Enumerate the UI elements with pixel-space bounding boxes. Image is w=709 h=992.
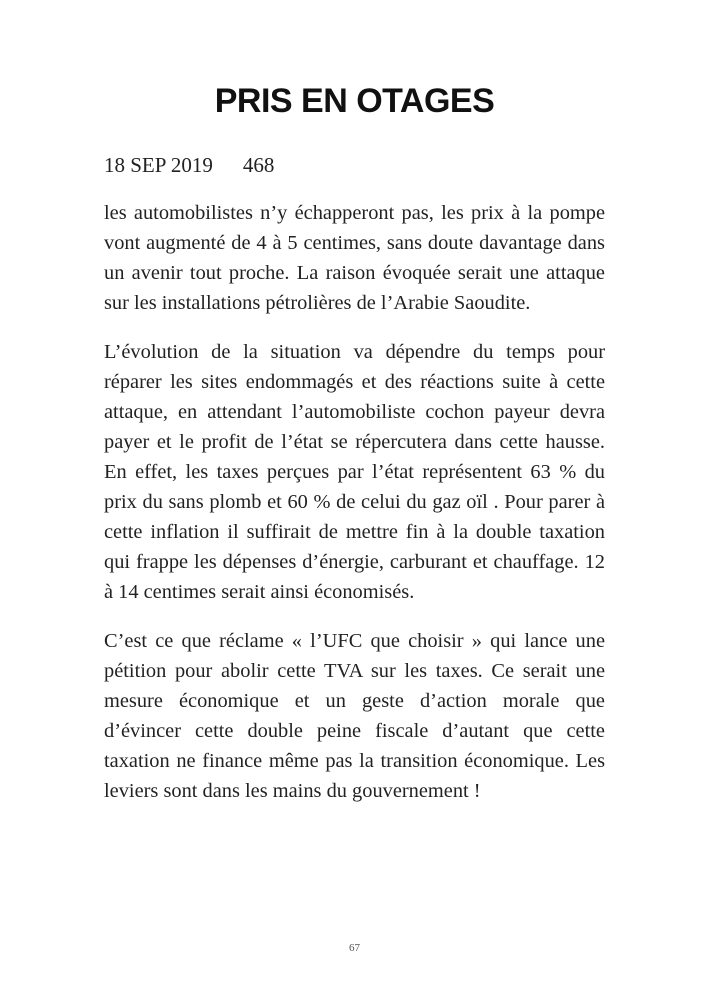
article-meta — [104, 153, 274, 178]
article-date: 18 SEP 2019 — [104, 153, 213, 177]
article-paragraph-1: les automobilistes n’y échapperont pas, les prix à la pompe vont augmenté de 4 à 5 centimes, sans doute davantage dans un avenir tout proche. La raison évoquée serait une attaque sur les installations pétrolières de l’Arabie Saoudite. — [104, 202, 605, 314]
article-body — [104, 198, 605, 825]
article-title: PRIS EN OTAGES — [214, 82, 495, 120]
page-number: 67 — [349, 942, 360, 954]
article-paragraph-3: C’est ce que réclame « l’UFC que choisir » qui lance une pétition pour abolir cette TVA sur les taxes. Ce serait une mesure économique et un geste d’action morale que d’évincer cette double peine fiscale d’autant que cette taxation ne finance même pas la transition économique. Les leviers sont dans les mains du gouvernement ! — [104, 630, 605, 802]
article-paragraph-2: L’évolution de la situation va dépendre du temps pour réparer les sites endommagés et des réactions suite à cette attaque, en attendant l’automobiliste cochon payeur devra payer et le profit de l’état se répercutera dans cette hausse. En effet, les taxes perçues par l’état représentent 63 % du prix du sans plomb et 60 % de celui du gaz oïl . Pour parer à cette inflation il suffirait de mettre fin à la double taxation qui frappe les dépenses d’énergie, carburant et chauffage. 12 à 14 centimes serait ainsi économisés. — [104, 341, 605, 603]
article-view-count: 468 — [242, 153, 275, 177]
